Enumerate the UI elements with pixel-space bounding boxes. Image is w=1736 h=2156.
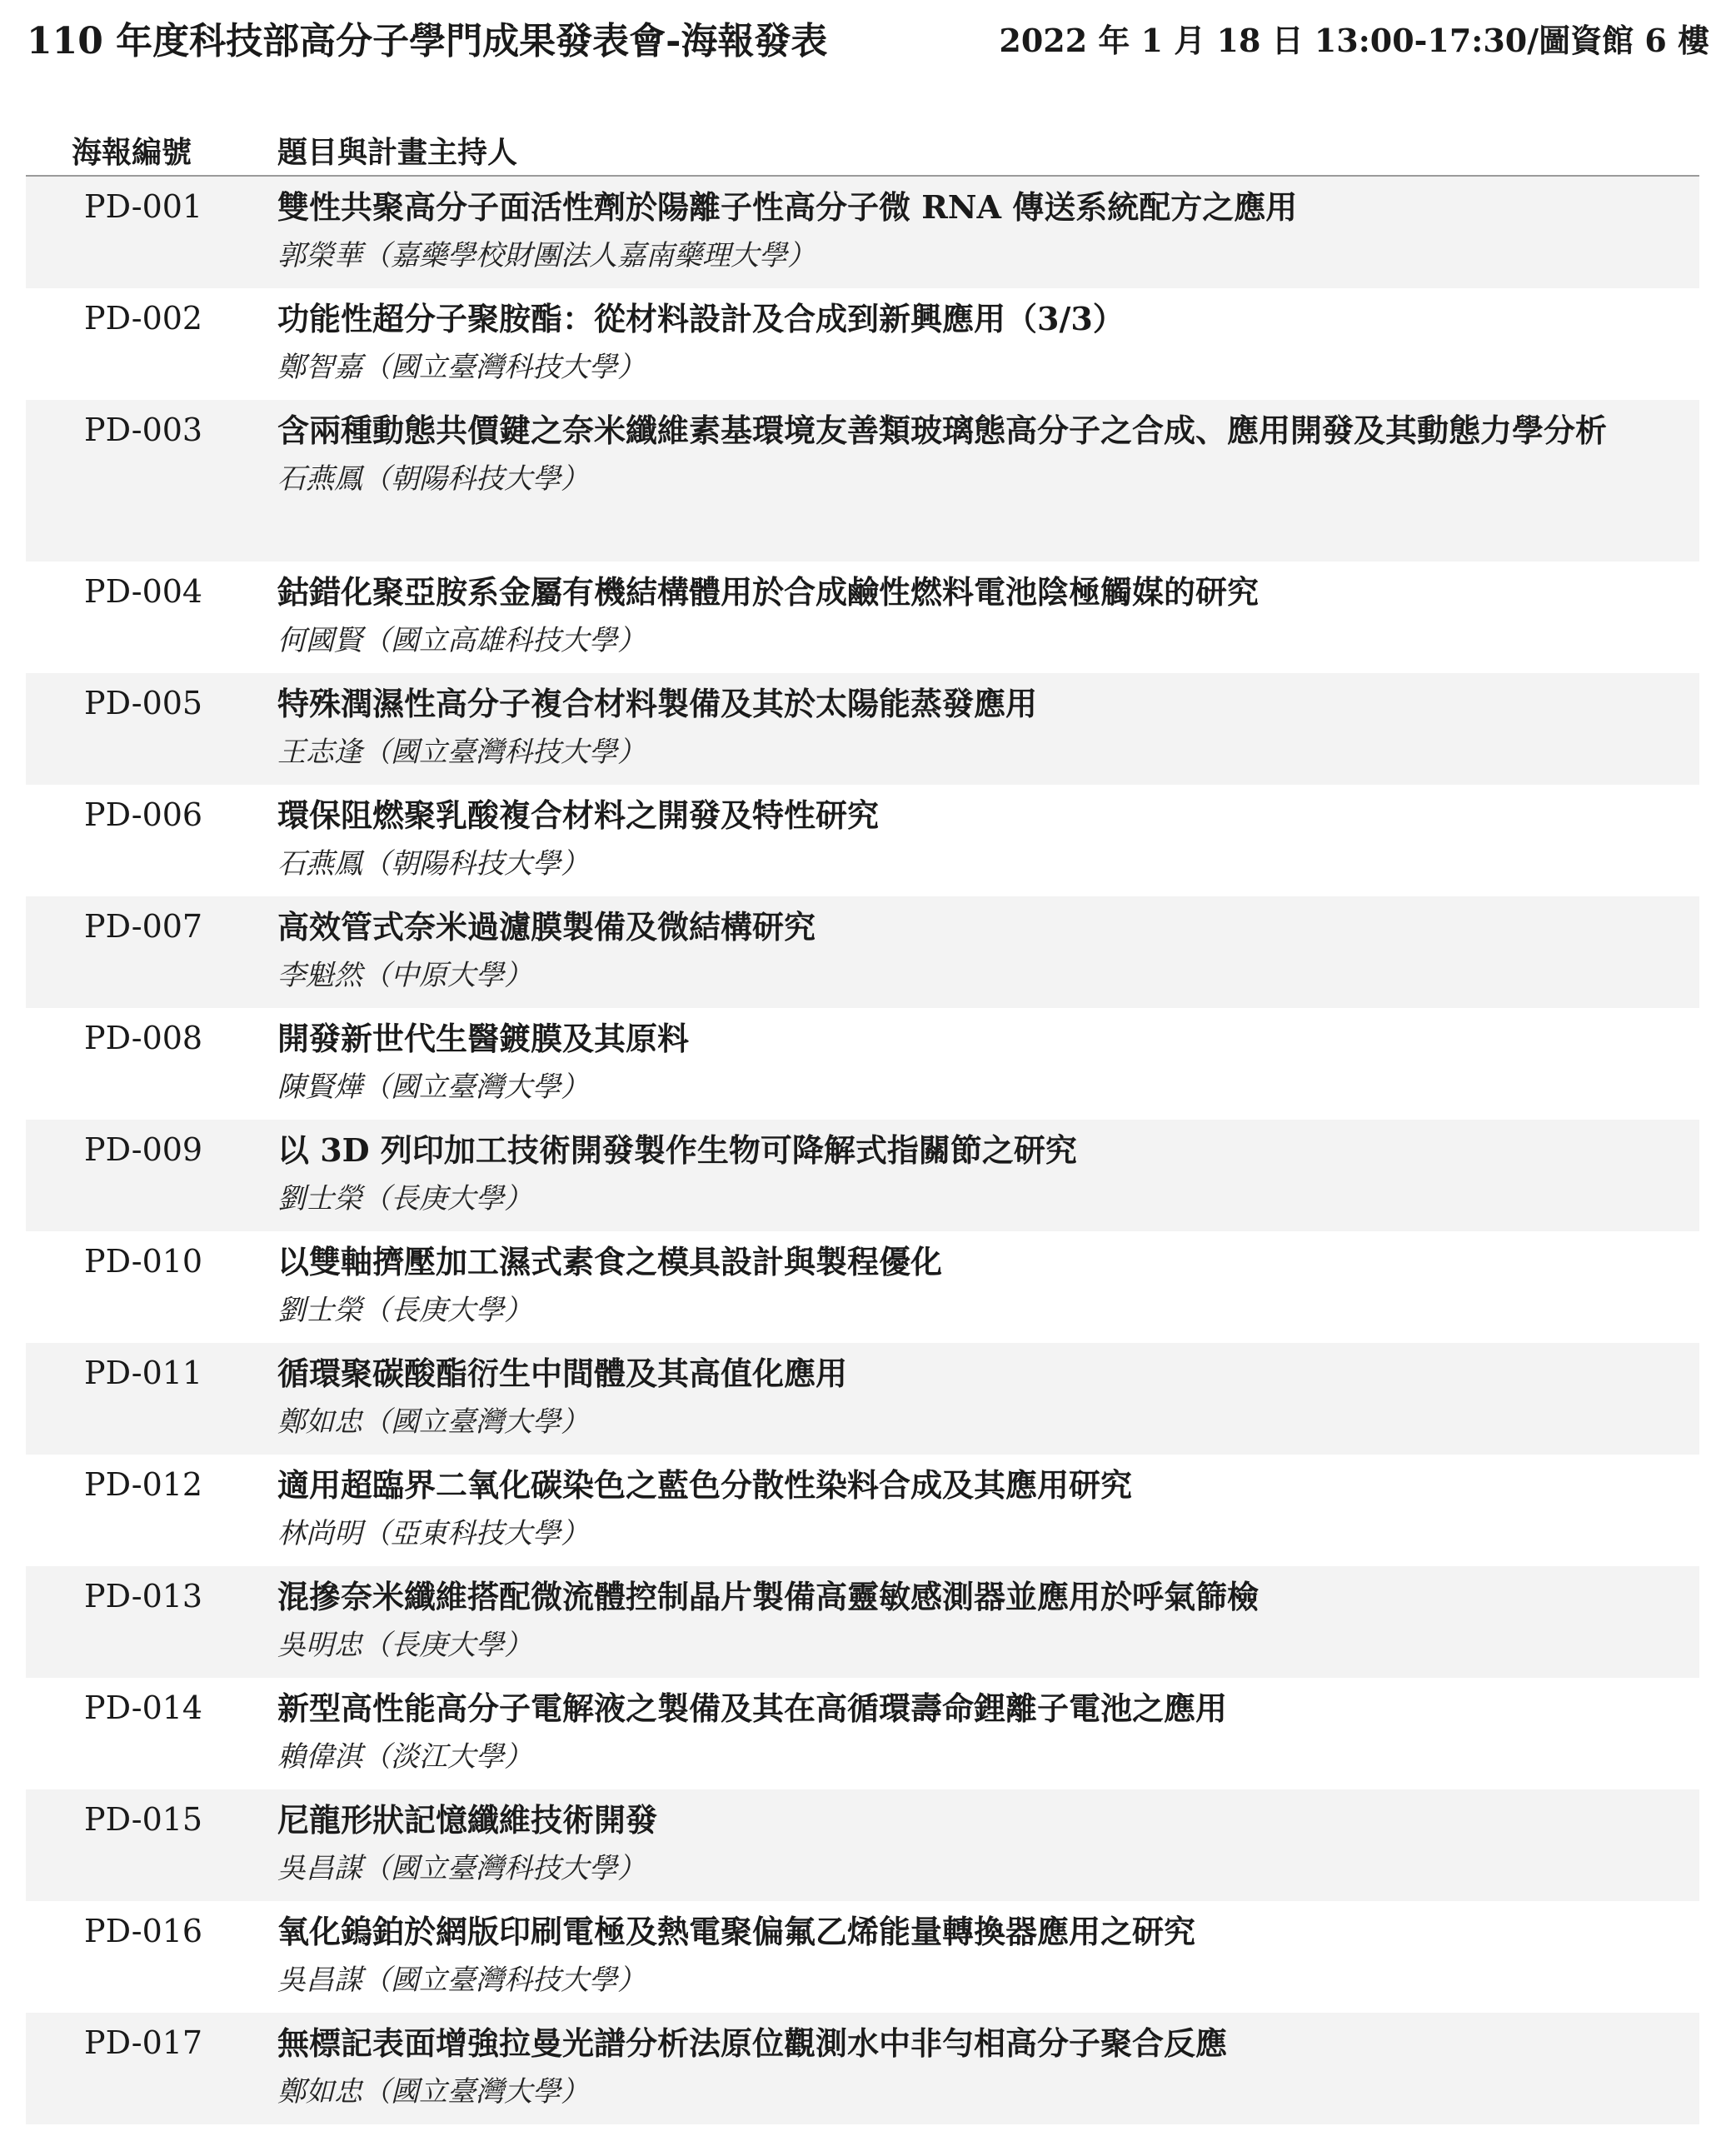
poster-title: 功能性超分子聚胺酯：從材料設計及合成到新興應用（3/3） <box>277 300 1125 337</box>
table-row <box>26 1901 1699 2013</box>
page-header <box>27 7 1709 68</box>
poster-id: PD-003 <box>84 412 203 448</box>
table-row <box>26 2013 1699 2124</box>
poster-info <box>277 1798 1699 1901</box>
principal-investigator: 吳明忠（長庚大學） <box>277 1629 532 1662</box>
table-header <box>26 125 1699 177</box>
principal-investigator: 陳賢燁（國立臺灣大學） <box>277 1071 589 1104</box>
table-row <box>26 1455 1699 1566</box>
poster-info <box>277 408 1699 561</box>
poster-id: PD-004 <box>84 573 203 610</box>
poster-id: PD-017 <box>84 2024 203 2061</box>
poster-id: PD-011 <box>84 1355 203 1391</box>
table-row <box>26 1789 1699 1901</box>
poster-title: 無標記表面增強拉曼光譜分析法原位觀測水中非勻相高分子聚合反應 <box>277 2024 1228 2062</box>
poster-id: PD-002 <box>84 300 203 337</box>
poster-title: 混摻奈米纖維搭配微流體控制晶片製備高靈敏感測器並應用於呼氣篩檢 <box>277 1578 1260 1615</box>
poster-info <box>277 570 1699 673</box>
principal-investigator: 賴偉淇（淡江大學） <box>277 1740 532 1774</box>
poster-title: 適用超臨界二氧化碳染色之藍色分散性染料合成及其應用研究 <box>277 1466 1133 1504</box>
principal-investigator: 吳昌謀（國立臺灣科技大學） <box>277 1964 646 1997</box>
poster-title: 環保阻燃聚乳酸複合材料之開發及特性研究 <box>277 796 880 834</box>
principal-investigator: 王志逢（國立臺灣科技大學） <box>277 736 646 769</box>
poster-id: PD-007 <box>84 908 203 945</box>
poster-info <box>277 1128 1699 1231</box>
poster-title: 循環聚碳酸酯衍生中間體及其高值化應用 <box>277 1355 848 1392</box>
poster-id: PD-016 <box>84 1913 203 1949</box>
poster-id: PD-012 <box>84 1466 203 1503</box>
table-row <box>26 400 1699 561</box>
poster-title: 新型高性能高分子電解液之製備及其在高循環壽命鋰離子電池之應用 <box>277 1689 1228 1727</box>
table-row <box>26 1678 1699 1789</box>
table-row <box>26 1120 1699 1231</box>
event-datetime-location: 2022 年 1 月 18 日 13:00-17:30/圖資館 6 樓 <box>999 21 1709 59</box>
poster-id: PD-014 <box>84 1689 203 1726</box>
principal-investigator: 鄭如忠（國立臺灣大學） <box>277 1405 589 1439</box>
principal-investigator: 林尚明（亞東科技大學） <box>277 1517 589 1550</box>
table-row <box>26 1231 1699 1343</box>
poster-title: 鈷錯化聚亞胺系金屬有機結構體用於合成鹼性燃料電池陰極觸媒的研究 <box>277 573 1260 611</box>
principal-investigator: 何國賢（國立高雄科技大學） <box>277 624 646 657</box>
table-row <box>26 1343 1699 1455</box>
principal-investigator: 石燕鳳（朝陽科技大學） <box>277 462 589 496</box>
table-row <box>26 896 1699 1008</box>
poster-info <box>277 1686 1699 1789</box>
poster-table <box>26 125 1699 2124</box>
poster-id: PD-001 <box>84 188 203 225</box>
principal-investigator: 鄭如忠（國立臺灣大學） <box>277 2075 589 2109</box>
principal-investigator: 郭榮華（嘉藥學校財團法人嘉南藥理大學） <box>277 239 816 272</box>
poster-id: PD-006 <box>84 796 203 833</box>
poster-title: 氧化鎢鉑於網版印刷電極及熱電聚偏氟乙烯能量轉換器應用之研究 <box>277 1913 1196 1950</box>
poster-id: PD-009 <box>84 1131 203 1168</box>
poster-info <box>277 185 1699 288</box>
poster-info <box>277 1351 1699 1455</box>
poster-info <box>277 297 1699 400</box>
column-header-poster-id: 海報編號 <box>72 134 192 170</box>
poster-title: 以雙軸擠壓加工濕式素食之模具設計與製程優化 <box>277 1243 943 1280</box>
table-row <box>26 177 1699 288</box>
poster-info <box>277 681 1699 785</box>
poster-info <box>277 1016 1699 1120</box>
poster-info <box>277 905 1699 1008</box>
poster-info <box>277 1463 1699 1566</box>
poster-title: 雙性共聚高分子面活性劑於陽離子性高分子微 RNA 傳送系統配方之應用 <box>277 188 1298 226</box>
principal-investigator: 石燕鳳（朝陽科技大學） <box>277 847 589 881</box>
table-row <box>26 785 1699 896</box>
page-title: 110 年度科技部高分子學門成果發表會-海報發表 <box>27 20 828 62</box>
poster-title: 以 3D 列印加工技術開發製作生物可降解式指關節之研究 <box>277 1131 1077 1169</box>
poster-id: PD-008 <box>84 1020 203 1056</box>
principal-investigator: 鄭智嘉（國立臺灣科技大學） <box>277 351 646 384</box>
column-header-title-pi: 題目與計畫主持人 <box>277 134 518 170</box>
principal-investigator: 劉士榮（長庚大學） <box>277 1294 532 1327</box>
principal-investigator: 李魁然（中原大學） <box>277 959 532 992</box>
poster-info <box>277 793 1699 896</box>
poster-id: PD-010 <box>84 1243 203 1280</box>
table-row <box>26 561 1699 673</box>
poster-title: 尼龍形狀記憶纖維技術開發 <box>277 1801 658 1839</box>
poster-info <box>277 1909 1699 2013</box>
poster-title: 高效管式奈米過濾膜製備及微結構研究 <box>277 908 816 946</box>
table-row <box>26 673 1699 785</box>
poster-title: 開發新世代生醫鍍膜及其原料 <box>277 1020 690 1057</box>
principal-investigator: 劉士榮（長庚大學） <box>277 1182 532 1215</box>
principal-investigator: 吳昌謀（國立臺灣科技大學） <box>277 1852 646 1885</box>
poster-id: PD-005 <box>84 685 203 721</box>
poster-title: 特殊潤濕性高分子複合材料製備及其於太陽能蒸發應用 <box>277 685 1038 722</box>
poster-info <box>277 1575 1699 1678</box>
table-row <box>26 1566 1699 1678</box>
poster-info <box>277 2021 1699 2124</box>
poster-id: PD-013 <box>84 1578 203 1615</box>
table-row <box>26 1008 1699 1120</box>
poster-id: PD-015 <box>84 1801 203 1838</box>
table-body <box>26 177 1699 2124</box>
table-row <box>26 288 1699 400</box>
poster-title: 含兩種動態共價鍵之奈米纖維素基環境友善類玻璃態高分子之合成、應用開發及其動態力學分析 <box>277 412 1608 449</box>
poster-info <box>277 1240 1699 1343</box>
